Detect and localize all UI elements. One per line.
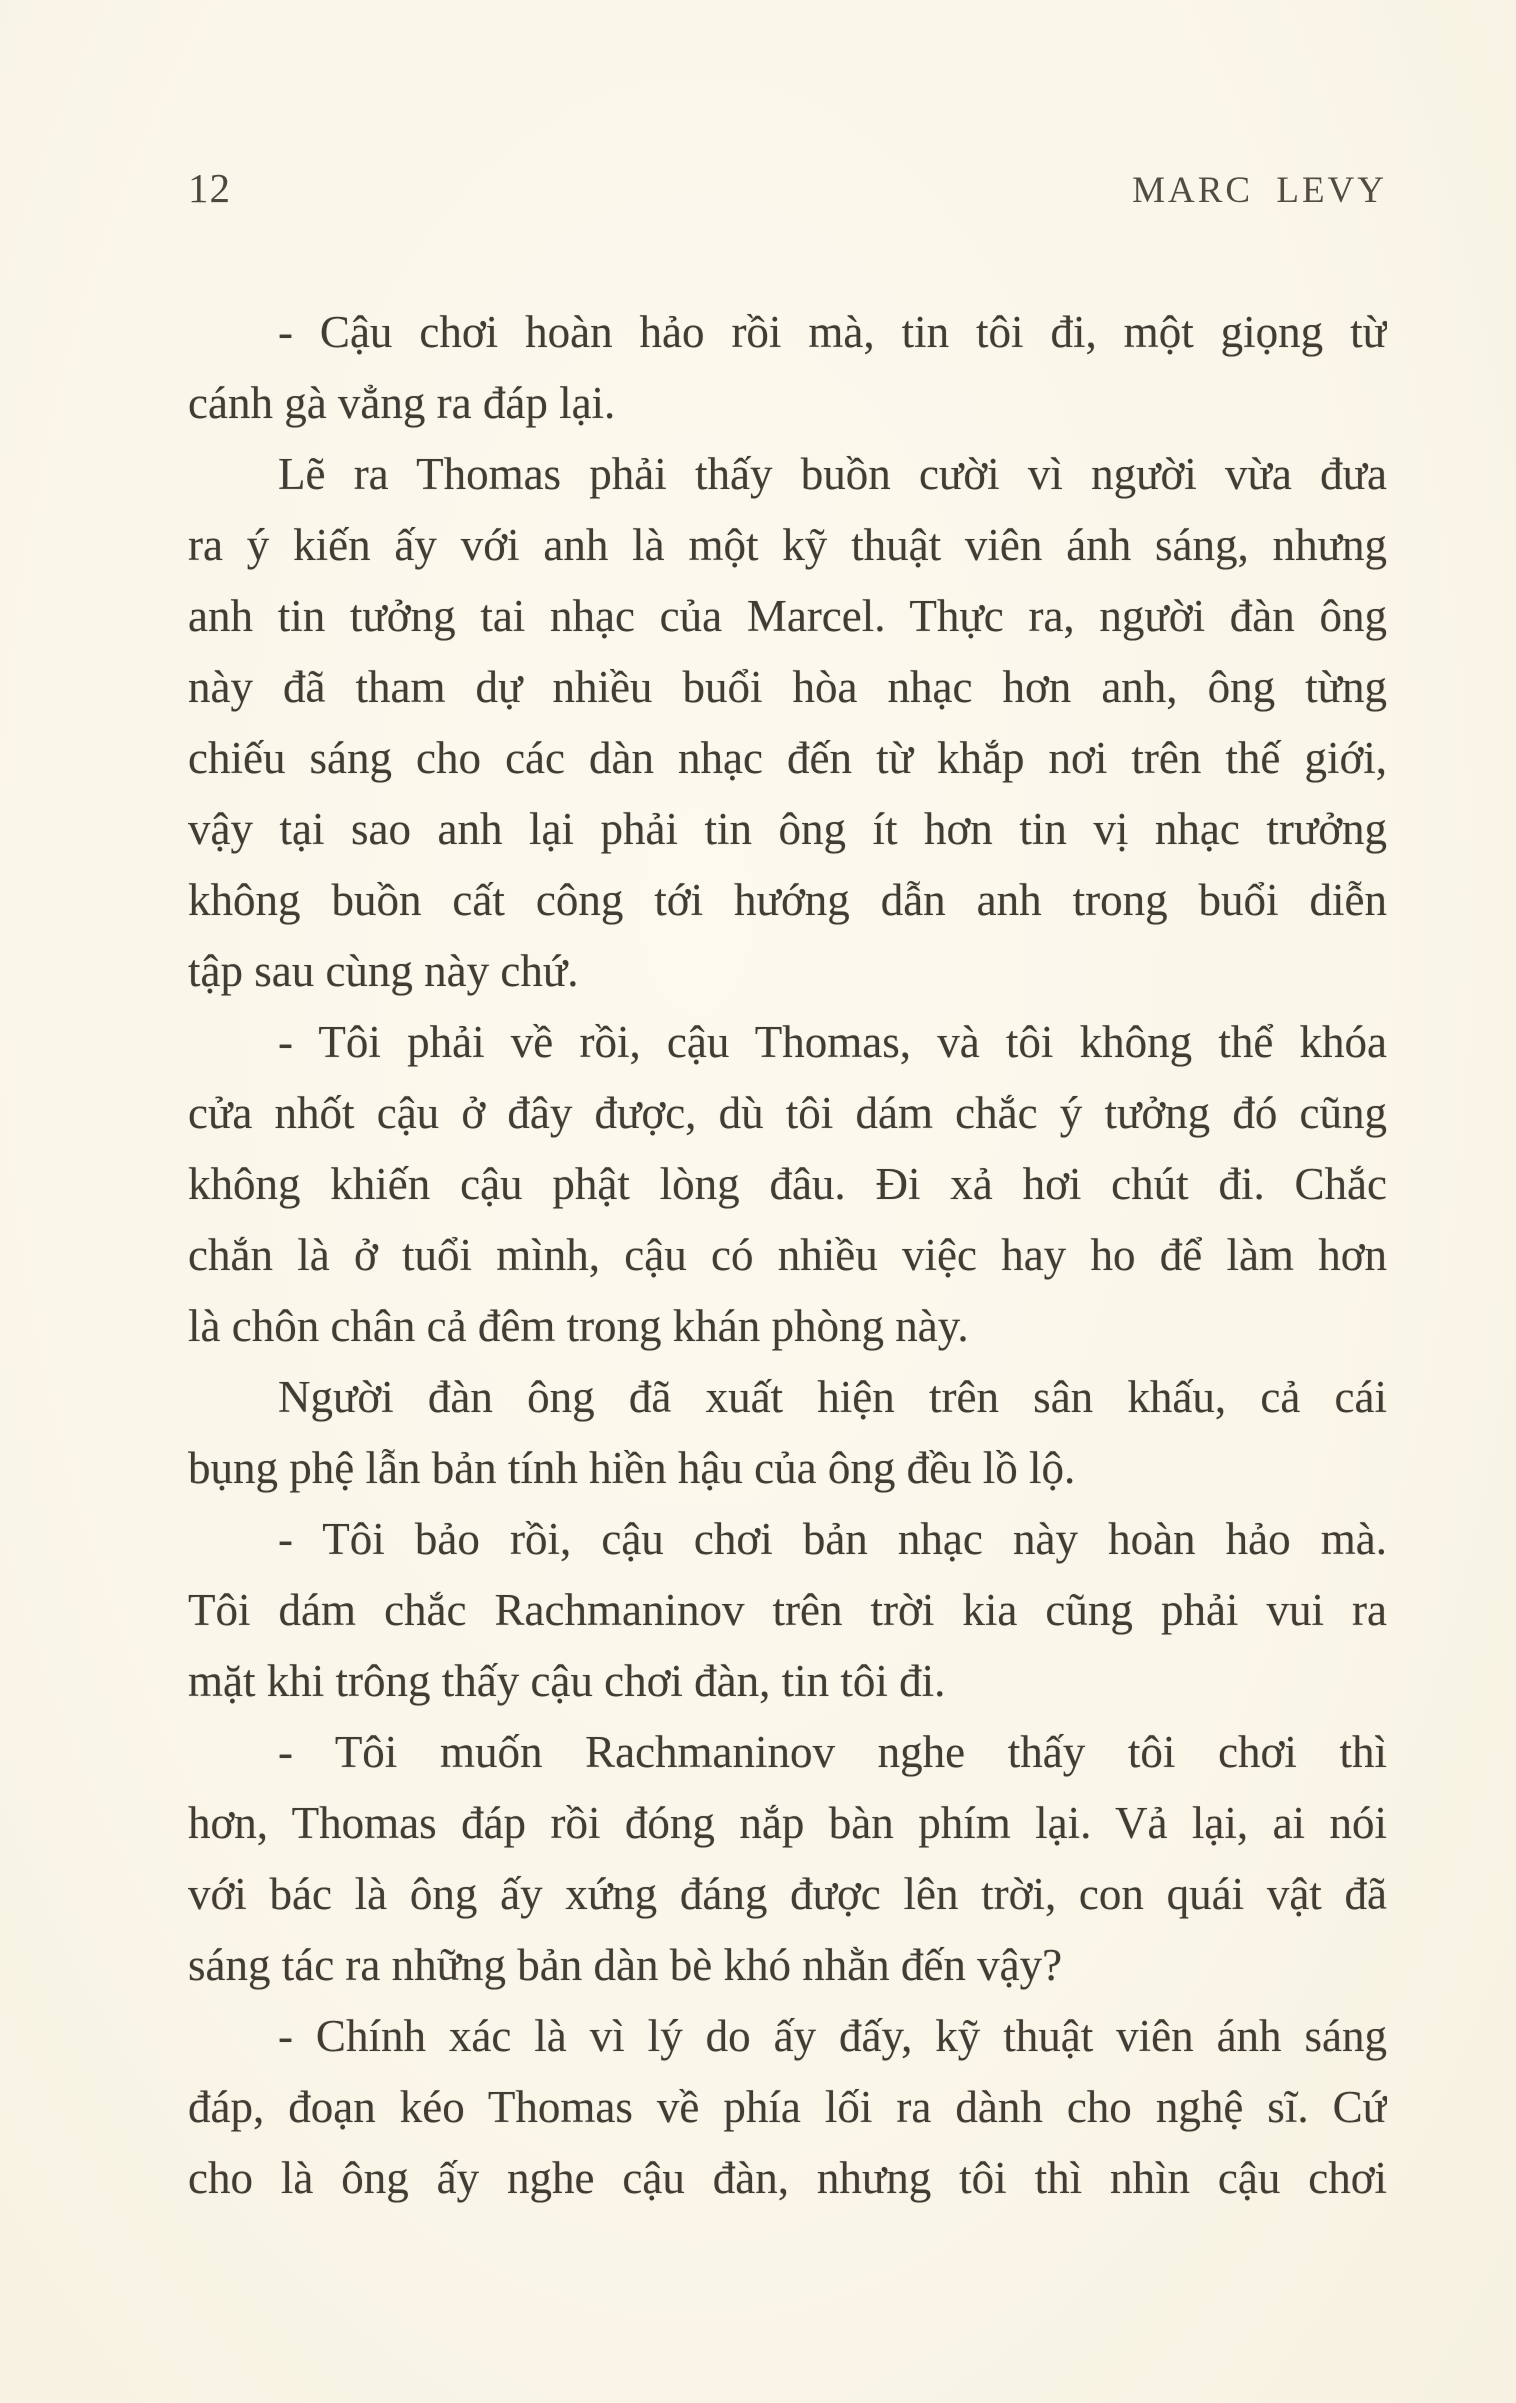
text-line: đáp, đoạn kéo Thomas về phía lối ra dành cho nghệ sĩ. Cứ [188, 2082, 1387, 2132]
text-line: cửa nhốt cậu ở đây được, dù tôi dám chắc ý tưởng đó cũng [188, 1088, 1387, 1138]
text-line: - Tôi muốn Rachmaninov nghe thấy tôi chơi thì [278, 1727, 1387, 1777]
text-line: này đã tham dự nhiều buổi hòa nhạc hơn anh, ông từng [188, 662, 1387, 712]
paragraph [188, 1007, 1387, 1362]
text-line: hơn, Thomas đáp rồi đóng nắp bàn phím lại. Vả lại, ai nói [188, 1798, 1387, 1848]
text-line: vậy tại sao anh lại phải tin ông ít hơn tin vị nhạc trưởng [188, 804, 1387, 854]
text-line: anh tin tưởng tai nhạc của Marcel. Thực ra, người đàn ông [188, 591, 1387, 641]
paragraph [188, 1504, 1387, 1717]
paragraph [188, 1362, 1387, 1504]
text-line: tập sau cùng này chứ. [188, 946, 579, 996]
text-line: - Chính xác là vì lý do ấy đấy, kỹ thuật viên ánh sáng [278, 2011, 1387, 2061]
page-body [188, 297, 1387, 2214]
text-line: - Cậu chơi hoàn hảo rồi mà, tin tôi đi, một giọng từ [278, 307, 1387, 357]
paragraph [188, 439, 1387, 1007]
text-line: với bác là ông ấy xứng đáng được lên trời, con quái vật đã [188, 1869, 1387, 1919]
text-line: sáng tác ra những bản dàn bè khó nhằn đến vậy? [188, 1940, 1063, 1990]
page-header [188, 165, 1387, 211]
text-line: chắn là ở tuổi mình, cậu có nhiều việc hay ho để làm hơn [188, 1230, 1387, 1280]
text-line: - Tôi bảo rồi, cậu chơi bản nhạc này hoàn hảo mà. [278, 1514, 1387, 1564]
paragraph [188, 2001, 1387, 2214]
text-line: là chôn chân cả đêm trong khán phòng này. [188, 1301, 969, 1351]
running-header-author: MARC LEVY [1132, 170, 1387, 211]
text-line: mặt khi trông thấy cậu chơi đàn, tin tôi đi. [188, 1656, 946, 1706]
text-line: ra ý kiến ấy với anh là một kỹ thuật viên ánh sáng, nhưng [188, 520, 1387, 570]
paragraph [188, 1717, 1387, 2001]
paragraph [188, 297, 1387, 439]
page-number: 12 [188, 165, 231, 211]
text-line: chiếu sáng cho các dàn nhạc đến từ khắp nơi trên thế giới, [188, 733, 1387, 783]
text-line: Tôi dám chắc Rachmaninov trên trời kia cũng phải vui ra [188, 1585, 1387, 1635]
text-line: - Tôi phải về rồi, cậu Thomas, và tôi không thể khóa [278, 1017, 1387, 1067]
text-line: Lẽ ra Thomas phải thấy buồn cười vì người vừa đưa [278, 449, 1387, 499]
text-line: cánh gà vẳng ra đáp lại. [188, 378, 616, 428]
text-line: không khiến cậu phật lòng đâu. Đi xả hơi chút đi. Chắc [188, 1159, 1387, 1209]
text-line: bụng phệ lẫn bản tính hiền hậu của ông đều lồ lộ. [188, 1443, 1076, 1493]
text-line: không buồn cất công tới hướng dẫn anh trong buổi diễn [188, 875, 1387, 925]
text-line: Người đàn ông đã xuất hiện trên sân khấu, cả cái [278, 1372, 1387, 1422]
text-line: cho là ông ấy nghe cậu đàn, nhưng tôi thì nhìn cậu chơi [188, 2153, 1387, 2203]
